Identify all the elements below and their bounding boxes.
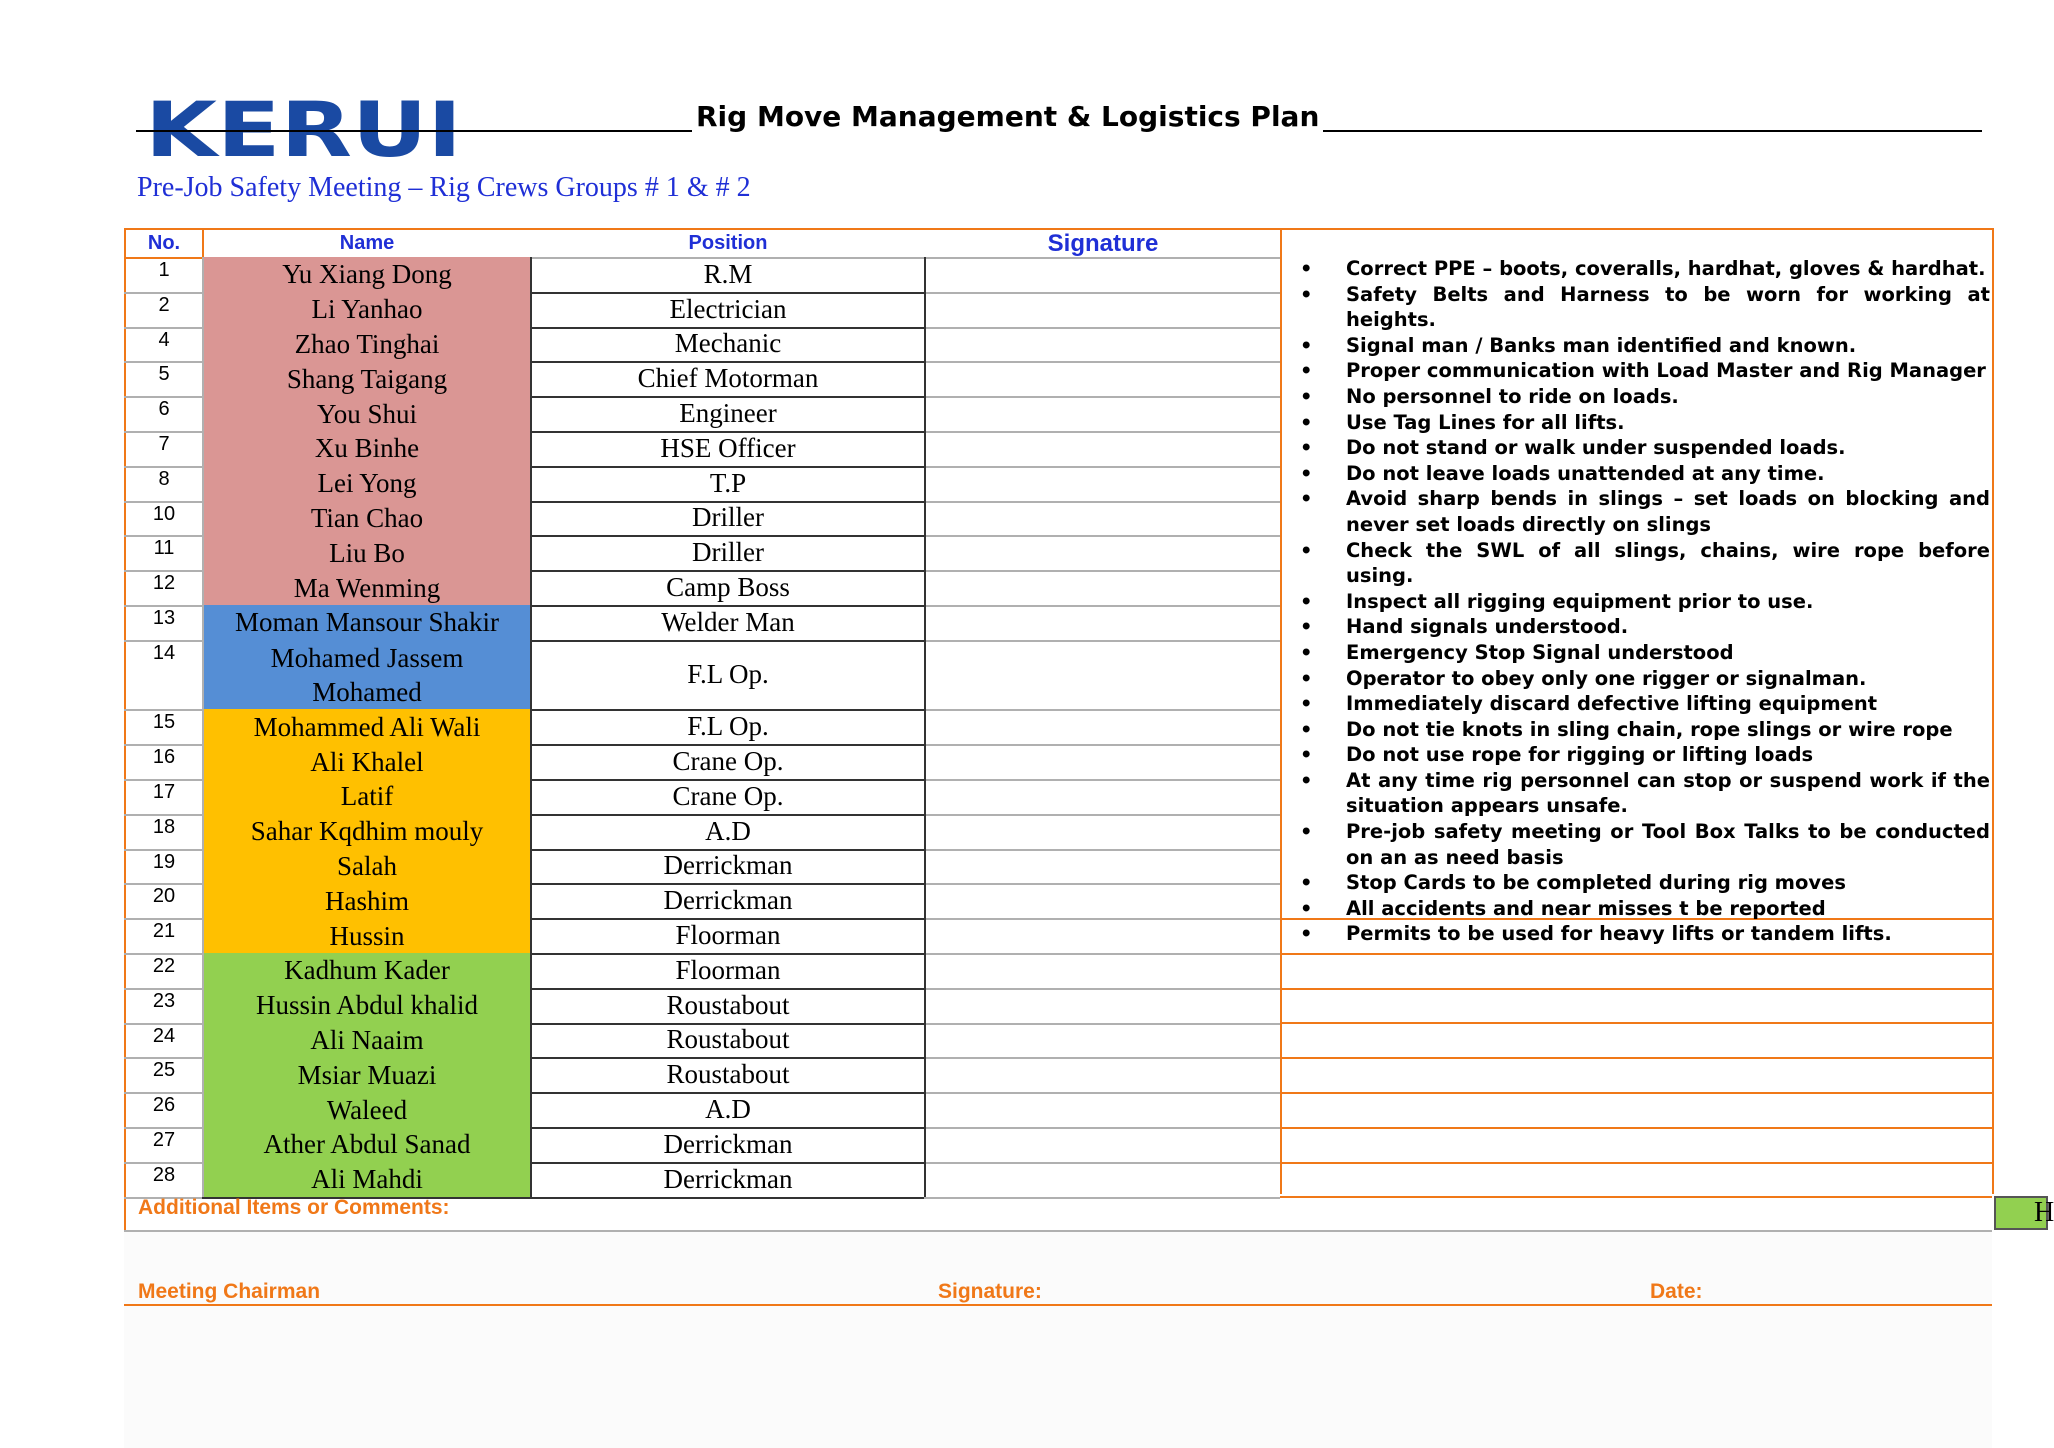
table-rule [1280, 988, 1992, 990]
crew-name: Kadhum Kader [204, 953, 530, 988]
row-number: 25 [152, 1059, 176, 1082]
crew-position: Roustabout [666, 1059, 790, 1090]
signature-cell[interactable] [926, 640, 1280, 710]
crew-name: Latif [204, 779, 530, 814]
safety-rule-item: • Pre-job safety meeting or Tool Box Talks to be conducted on an as need basis [1346, 819, 1990, 870]
meeting-chairman-label: Meeting Chairman [138, 1280, 321, 1303]
row-number: 10 [152, 502, 176, 525]
crew-name: Sahar Kqdhim mouly [204, 814, 530, 849]
safety-rule-item: • Safety Belts and Harness to be worn for working at heights. [1346, 282, 1990, 333]
row-number: 8 [158, 467, 170, 490]
crew-name: Tian Chao [204, 501, 530, 536]
table-rule [924, 1197, 1280, 1199]
meeting-subtitle: Pre-Job Safety Meeting – Rig Crews Groups # 1 & # 2 [137, 172, 751, 203]
row-number: 6 [158, 398, 170, 421]
crew-position: Mechanic [674, 328, 782, 359]
row-number: 27 [152, 1129, 176, 1151]
crew-name: Shang Taigang [204, 361, 530, 396]
crew-name: Mohammed Ali Wali [204, 709, 530, 744]
crew-name: Xu Binhe [204, 431, 530, 466]
row-number: 17 [152, 781, 176, 803]
signature-cell[interactable] [926, 1057, 1280, 1092]
signature-cell[interactable] [926, 1162, 1280, 1197]
row-number: 26 [152, 1094, 176, 1117]
crew-position: Crane Op. [672, 746, 784, 777]
crew-name: Moman Mansour Shakir [204, 605, 530, 640]
safety-rule-item: • Correct PPE – boots, coveralls, hardhat, gloves & hardhat. [1346, 256, 1990, 282]
crew-position: F.L Op. [687, 711, 769, 742]
safety-rule-item: • Emergency Stop Signal understood [1346, 640, 1990, 666]
crew-position: A.D [705, 815, 751, 846]
footer-background [124, 1230, 1992, 1448]
crew-name: You Shui [204, 396, 530, 431]
safety-rule-item: • Signal man / Banks man identified and known. [1346, 333, 1990, 359]
document-title: Rig Move Management & Logistics Plan [692, 100, 1323, 133]
row-number: 22 [152, 955, 176, 977]
comments-label: Additional Items or Comments: [138, 1196, 450, 1219]
crew-name: Ali Khalel [204, 744, 530, 779]
column-header-name: Name [339, 231, 395, 254]
crew-position: Floorman [675, 954, 781, 985]
crew-name: Mohamed Jassem Mohamed [204, 640, 530, 710]
crew-position: Roustabout [666, 989, 790, 1020]
crew-name: Yu Xiang Dong [204, 257, 530, 292]
crew-position: F.L Op. [687, 659, 769, 690]
crew-name: Salah [204, 849, 530, 884]
signature-cell[interactable] [926, 988, 1280, 1023]
signature-cell[interactable] [926, 431, 1280, 466]
crew-position: Floorman [675, 920, 781, 951]
date-label: Date: [1650, 1280, 1703, 1303]
row-number: 18 [152, 815, 176, 838]
crew-position: T.P [709, 467, 747, 498]
row-number: 14 [152, 641, 176, 664]
signature-cell[interactable] [926, 953, 1280, 988]
signature-cell[interactable] [926, 1127, 1280, 1162]
signature-label: Signature: [938, 1280, 1042, 1303]
crew-name: Lei Yong [204, 466, 530, 501]
crew-name: Zhao Tinghai [204, 327, 530, 362]
signature-cell[interactable] [926, 570, 1280, 605]
crew-name: Hashim [204, 883, 530, 918]
svg-text:KERUI: KERUI [145, 85, 462, 174]
safety-rule-item: • All accidents and near misses t be reported [1346, 896, 1990, 922]
safety-rule-item: • Do not tie knots in sling chain, rope slings or wire rope [1346, 717, 1990, 743]
table-rule [1280, 1057, 1992, 1059]
signature-cell[interactable] [926, 396, 1280, 431]
crew-position: HSE Officer [660, 432, 796, 463]
safety-rule-item: • Hand signals understood. [1346, 614, 1990, 640]
safety-rule-item: • No personnel to ride on loads. [1346, 384, 1990, 410]
table-rule [1280, 1022, 1992, 1024]
table-rule [124, 1230, 1992, 1232]
signature-cell[interactable] [926, 1092, 1280, 1127]
row-number: 15 [152, 711, 176, 734]
safety-rule-item: • Immediately discard defective lifting equipment [1346, 691, 1990, 717]
safety-rule-item: • Stop Cards to be completed during rig moves [1346, 870, 1990, 896]
row-number: 21 [152, 920, 176, 943]
signature-cell[interactable] [926, 327, 1280, 362]
crew-name: Ali Mahdi [204, 1162, 530, 1197]
crew-position: Driller [692, 537, 764, 568]
crew-name: Hussin Abdul khalid [204, 988, 530, 1023]
crew-name: Waleed [204, 1092, 530, 1127]
safety-rule-item: • Proper communication with Load Master and Rig Manager [1346, 358, 1990, 384]
crew-position: Crane Op. [672, 780, 784, 811]
table-rule [1280, 1127, 1992, 1129]
row-number: 13 [152, 607, 176, 629]
row-number: 12 [152, 572, 176, 595]
column-header-no: No. [147, 231, 181, 254]
crew-name: Msiar Muazi [204, 1057, 530, 1092]
crew-position: Chief Motorman [637, 363, 819, 394]
crew-position: Derrickman [663, 885, 793, 916]
row-number: 20 [152, 885, 176, 908]
safety-rule-item: • Do not use rope for rigging or lifting loads [1346, 742, 1990, 768]
signature-cell[interactable] [926, 361, 1280, 396]
crew-name: Li Yanhao [204, 292, 530, 327]
safety-rule-item: • Check the SWL of all slings, chains, wire rope before using. [1346, 538, 1990, 589]
safety-rule-item: • Do not leave loads unattended at any time. [1346, 461, 1990, 487]
crew-name: Hussin [204, 918, 530, 953]
crew-position: Welder Man [661, 606, 795, 637]
row-number: 5 [158, 363, 170, 386]
crew-name: Ali Naaim [204, 1023, 530, 1058]
safety-rule-item: • Use Tag Lines for all lifts. [1346, 410, 1990, 436]
safety-rule-item: • Inspect all rigging equipment prior to use. [1346, 589, 1990, 615]
safety-rule-item: • Operator to obey only one rigger or signalman. [1346, 666, 1990, 692]
row-number: 23 [152, 989, 176, 1012]
safety-rules-panel [1282, 256, 1990, 946]
crew-position: Driller [692, 502, 764, 533]
signature-cell[interactable] [926, 1023, 1280, 1058]
crew-position: Derrickman [663, 1163, 793, 1194]
signature-cell[interactable] [926, 779, 1280, 814]
crew-position: R.M [703, 258, 753, 289]
signature-cell[interactable] [926, 849, 1280, 884]
row-number: 1 [158, 259, 170, 281]
crew-position: Derrickman [663, 1128, 793, 1159]
crew-name: Liu Bo [204, 535, 530, 570]
signature-cell[interactable] [926, 535, 1280, 570]
signature-cell[interactable] [926, 605, 1280, 640]
row-number: 4 [158, 328, 170, 351]
row-number: 11 [153, 537, 175, 560]
signature-cell[interactable] [926, 918, 1280, 953]
crew-position: Electrician [669, 293, 787, 324]
table-rule [1280, 1196, 1992, 1198]
signature-cell[interactable] [926, 814, 1280, 849]
table-rule [1280, 1162, 1992, 1164]
signature-cell[interactable] [926, 466, 1280, 501]
crew-position: Roustabout [666, 1024, 790, 1055]
row-number: 28 [152, 1163, 176, 1186]
signature-cell[interactable] [926, 709, 1280, 744]
row-number: 7 [158, 433, 170, 455]
table-rule [1280, 1092, 1992, 1094]
safety-rules-list [1282, 256, 1990, 947]
row-number: 16 [152, 746, 176, 769]
crew-position: Engineer [679, 398, 777, 429]
row-number: 2 [158, 293, 170, 316]
crew-position: Camp Boss [666, 572, 790, 603]
safety-rule-item: • Permits to be used for heavy lifts or tandem lifts. [1346, 921, 1990, 947]
kerui-logo [145, 85, 462, 174]
column-header-signature: Signature [1047, 230, 1159, 257]
footer-rule [124, 1304, 1992, 1306]
table-rule [1280, 953, 1992, 955]
safety-rule-item: • Avoid sharp bends in slings – set loads on blocking and never set loads directly on slings [1346, 486, 1990, 537]
crew-name: Ma Wenming [204, 570, 530, 605]
signature-cell[interactable] [926, 292, 1280, 327]
crew-name: Ather Abdul Sanad [204, 1127, 530, 1162]
signature-cell[interactable] [926, 501, 1280, 536]
table-column-rule [1992, 228, 1994, 1194]
crew-position: Derrickman [663, 850, 793, 881]
side-tab: H [1994, 1196, 2048, 1230]
row-number: 19 [152, 850, 176, 873]
safety-rule-item: • At any time rig personnel can stop or suspend work if the situation appears unsafe. [1346, 768, 1990, 819]
row-number: 24 [152, 1024, 176, 1047]
column-header-position: Position [688, 231, 768, 254]
crew-position: A.D [705, 1094, 751, 1125]
safety-rule-item: • Do not stand or walk under suspended loads. [1346, 435, 1990, 461]
signature-cell[interactable] [926, 744, 1280, 779]
signature-cell[interactable] [926, 883, 1280, 918]
signature-cell[interactable] [926, 257, 1280, 292]
